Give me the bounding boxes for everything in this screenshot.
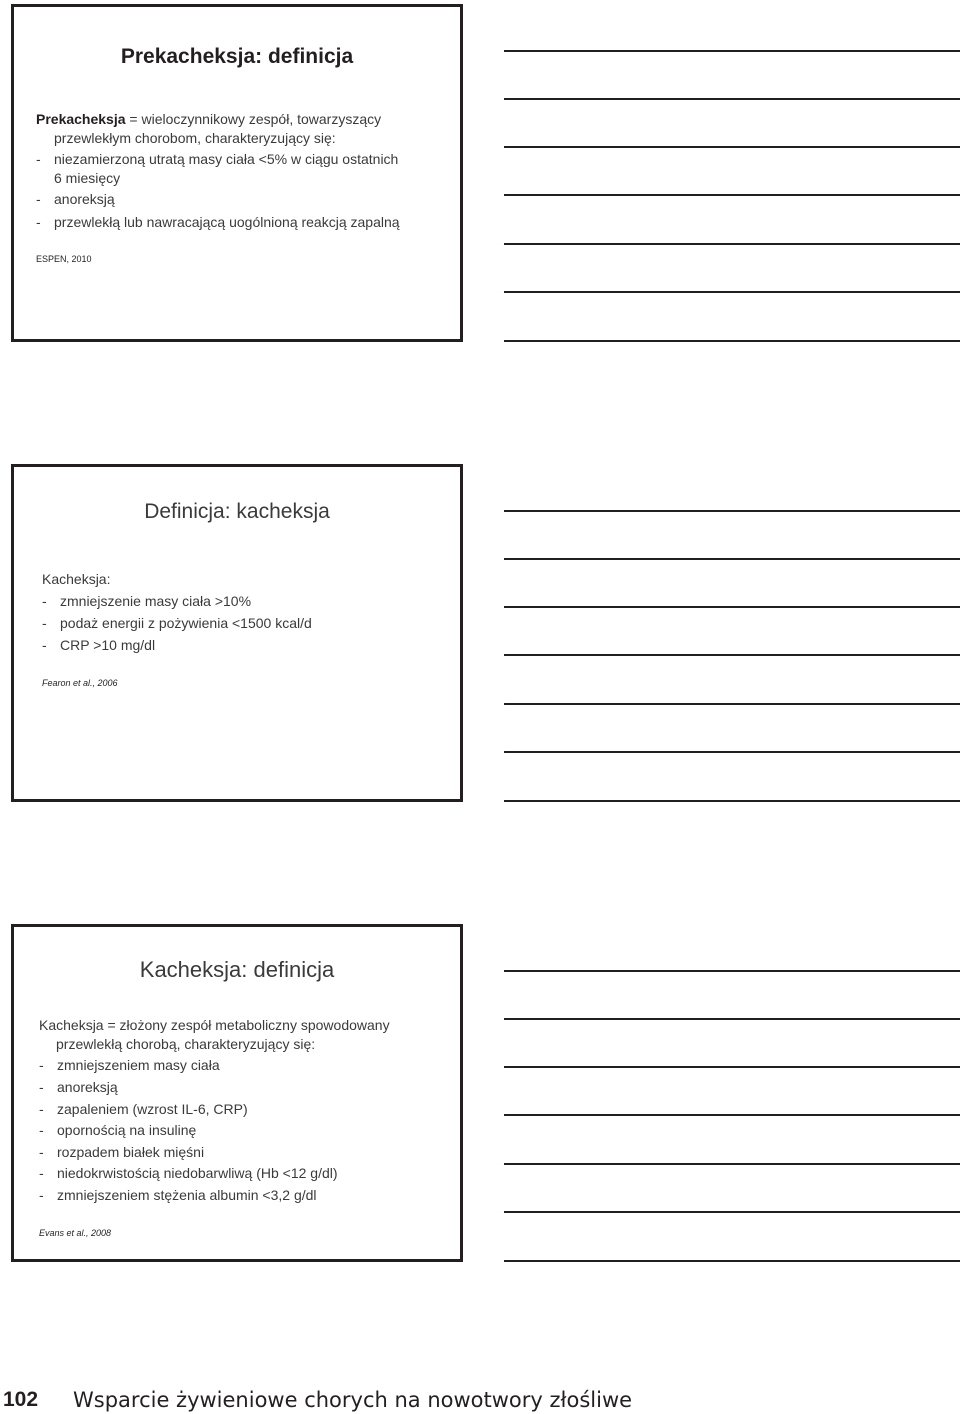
publication-title: Wsparcie żywieniowe chorych na nowotwory złośliwe: [73, 1388, 633, 1412]
slide-prekacheksja: [11, 4, 463, 342]
note-line: [504, 606, 960, 608]
list-item: [36, 151, 398, 167]
list-item: [39, 1122, 196, 1138]
page-footer: [0, 1386, 960, 1414]
slide-title: Prekacheksja: definicja: [120, 45, 354, 68]
lead-continuation: przewlekłym chorobom, charakteryzujący się:: [54, 130, 336, 146]
slide-title: Definicja: kacheksja: [144, 500, 330, 523]
dash: -: [36, 214, 41, 230]
list-item: [39, 1079, 118, 1095]
dash: -: [39, 1101, 44, 1117]
lead-text: = wieloczynnikowy zespół, towarzyszący: [125, 111, 382, 127]
list-item-text: niezamierzoną utratą masy ciała <5% w ciągu ostatnich: [54, 151, 399, 167]
lead-continuation: przewlekłą chorobą, charakteryzujący się:: [56, 1036, 316, 1052]
list-item: [39, 1165, 338, 1181]
note-line: [504, 1211, 960, 1213]
page-number: 102: [3, 1388, 39, 1411]
note-line: [504, 510, 960, 512]
note-line: [504, 243, 960, 245]
note-line: [504, 146, 960, 148]
dash: -: [42, 615, 47, 631]
note-line: [504, 291, 960, 293]
list-item-continuation: 6 miesięcy: [54, 170, 121, 186]
list-item-text: podaż energii z pożywienia <1500 kcal/d: [60, 615, 312, 631]
note-line: [504, 751, 960, 753]
list-item-text: anoreksją: [57, 1079, 118, 1095]
list-item: [39, 1144, 204, 1160]
source-citation: Evans et al., 2008: [39, 1228, 112, 1238]
slide-definicja-kacheksja: [11, 464, 463, 802]
list-item: [42, 615, 312, 631]
list-item: [39, 1187, 317, 1203]
note-line: [504, 1018, 960, 1020]
note-line: [504, 703, 960, 705]
dash: -: [39, 1079, 44, 1095]
list-item: [36, 191, 115, 207]
note-line: [504, 98, 960, 100]
dash: -: [36, 151, 41, 167]
dash: -: [42, 593, 47, 609]
lead-term: Prekacheksja: [36, 111, 126, 127]
note-line: [504, 50, 960, 52]
slide-kacheksja-definicja: [11, 924, 463, 1262]
note-line: [504, 800, 960, 802]
slide-title: Kacheksja: definicja: [139, 957, 335, 982]
note-line: [504, 654, 960, 656]
list-item-text: zapaleniem (wzrost IL-6, CRP): [57, 1101, 248, 1117]
list-item-text: opornością na insulinę: [57, 1122, 197, 1138]
list-item: [39, 1101, 248, 1117]
note-line: [504, 1260, 960, 1262]
list-item-text: zmniejszenie masy ciała >10%: [60, 593, 252, 609]
dash: -: [39, 1057, 44, 1073]
note-line: [504, 194, 960, 196]
note-line: [504, 558, 960, 560]
note-line: [504, 1066, 960, 1068]
slide-lead: Kacheksja = złożony zespół metaboliczny spowodowany: [39, 1017, 390, 1033]
list-item: [42, 593, 251, 609]
note-line: [504, 1163, 960, 1165]
dash: -: [39, 1144, 44, 1160]
dash: -: [39, 1122, 44, 1138]
list-item: [39, 1057, 220, 1073]
list-item: [36, 214, 400, 230]
source-citation: Fearon et al., 2006: [42, 678, 118, 688]
note-line: [504, 970, 960, 972]
note-line: [504, 1114, 960, 1116]
slide-lead: Kacheksja:: [42, 571, 111, 587]
list-item-text: niedokrwistością niedobarwliwą (Hb <12 g/dl): [57, 1165, 338, 1181]
list-item-text: przewlekłą lub nawracającą uogólnioną reakcją zapalną: [54, 214, 400, 230]
dash: -: [42, 637, 47, 653]
list-item-text: zmniejszeniem stężenia albumin <3,2 g/dl: [57, 1187, 317, 1203]
list-item-text: anoreksją: [54, 191, 115, 207]
list-item-text: zmniejszeniem masy ciała: [57, 1057, 220, 1073]
note-line: [504, 340, 960, 342]
dash: -: [39, 1165, 44, 1181]
dash: -: [36, 191, 41, 207]
slide-lead: [36, 111, 381, 127]
source-citation: ESPEN, 2010: [36, 254, 92, 264]
list-item-text: rozpadem białek mięśni: [57, 1144, 205, 1160]
list-item-text: CRP >10 mg/dl: [60, 637, 156, 653]
dash: -: [39, 1187, 44, 1203]
list-item: [42, 637, 155, 653]
